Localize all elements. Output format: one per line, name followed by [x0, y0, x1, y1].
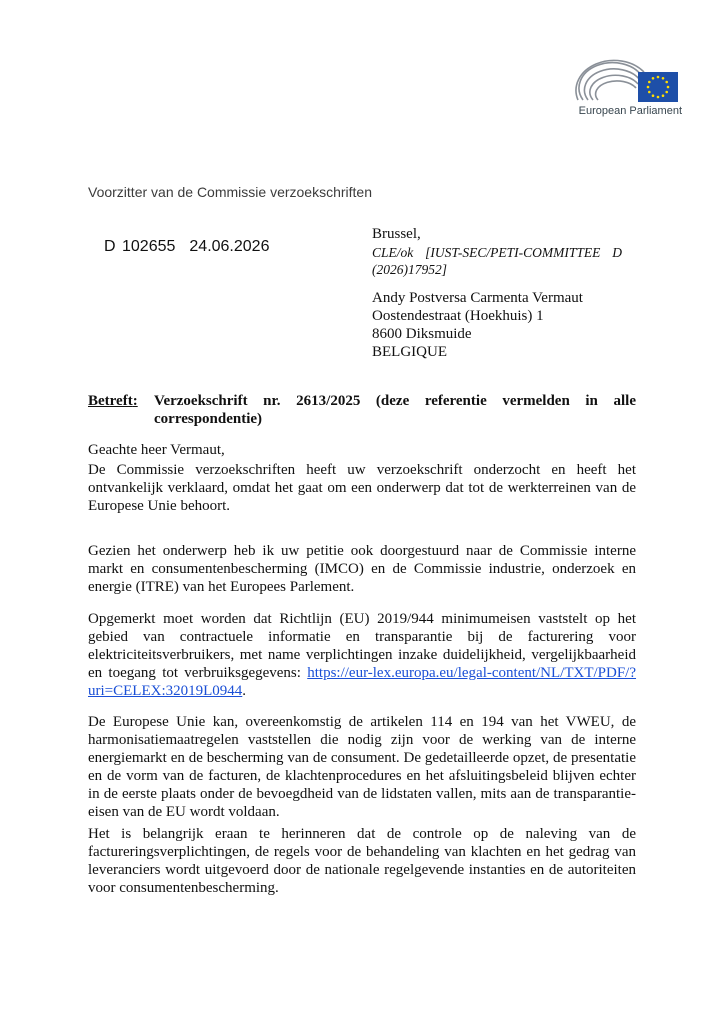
subject-line — [88, 392, 636, 428]
subject-label: Betreft — [88, 393, 133, 409]
reference-stamp — [104, 238, 269, 256]
recipient-city: 8600 Diksmuide — [372, 326, 472, 342]
paragraph-4: De Europese Unie kan, overeenkomstig de artikelen 114 en 194 van het VWEU, de harmonisatiemaatregelen vaststellen die nodig zijn voor de werking van de interne energiemarkt en de bescherming van de consument. De gedetailleerde opzet, de presentatie en de vorm van de facturen, de klachtenprocedures en het afsluitingsbeleid blijven echter in de eerste plaats onder de bevoegdheid van de lidstaten vallen, mits aan de transparantie-eisen van de EU wordt voldaan. — [88, 714, 636, 820]
logo-text: European Parliament — [578, 105, 682, 117]
european-parliament-logo — [572, 56, 682, 122]
salutation: Geachte heer Vermaut, — [88, 442, 225, 458]
subject-colon: : — [132, 393, 138, 409]
file-reference: CLE/ok [IUST-SEC/PETI-COMMITTEE D (2026)17952] — [372, 245, 622, 277]
stamp-code: D 102655 — [104, 238, 176, 255]
paragraph-2: Gezien het onderwerp heb ik uw petitie ook doorgestuurd naar de Commissie interne markt en consumentenbescherming (IMCO) en de Commissie industrie, onderzoek en energie (ITRE) van het Europees Parlement. — [88, 543, 636, 595]
recipient-name: Andy Postversa Carmenta Vermaut — [372, 290, 583, 306]
subject-text: Verzoekschrift nr. 2613/2025 (deze referentie vermelden in alle correspondentie) — [154, 393, 636, 427]
sender-line: Voorzitter van de Commissie verzoekschriften — [88, 184, 372, 200]
paragraph-5: Het is belangrijk eraan te herinneren dat de controle op de naleving van de factureringsverplichtingen, de regels voor de behandeling van klachten en het gedrag van leveranciers wordt uitgevoerd door de nationale regelgevende instanties en de autoriteiten voor consumentenbescherming. — [88, 826, 636, 896]
paragraph-3-text: Opgemerkt moet worden dat Richtlijn (EU) 2019/944 minimumeisen vaststelt op het gebied van contractuele informatie en transparantie bij de facturering voor elektriciteitsverbruikers, met name verplichtingen inzake duidelijkheid, vergelijkbaarheid en toegang tot verbruiksgegevens: — [88, 611, 636, 681]
place-line: Brussel, — [372, 226, 421, 242]
recipient-street: Oostendestraat (Hoekhuis) 1 — [372, 308, 544, 324]
recipient-address — [372, 289, 583, 361]
recipient-country: BELGIQUE — [372, 344, 447, 360]
eur-lex-link[interactable]: https://eur-lex.europa.eu/legal-content/NL/TXT/PDF/?uri=CELEX:32019L0944 — [88, 665, 637, 699]
paragraph-3-end: . — [242, 683, 247, 699]
paragraph-1: De Commissie verzoekschriften heeft uw verzoekschrift onderzocht en heeft het ontvankelijk verklaard, omdat het gaat om een onderwerp dat tot de werkterreinen van de Europese Unie behoort. — [88, 462, 636, 514]
subject-label-wrap — [88, 392, 154, 428]
paragraph-3 — [88, 610, 636, 700]
stamp-date: 24.06.2026 — [189, 238, 270, 255]
parliament-hemicycle-icon — [572, 56, 682, 106]
